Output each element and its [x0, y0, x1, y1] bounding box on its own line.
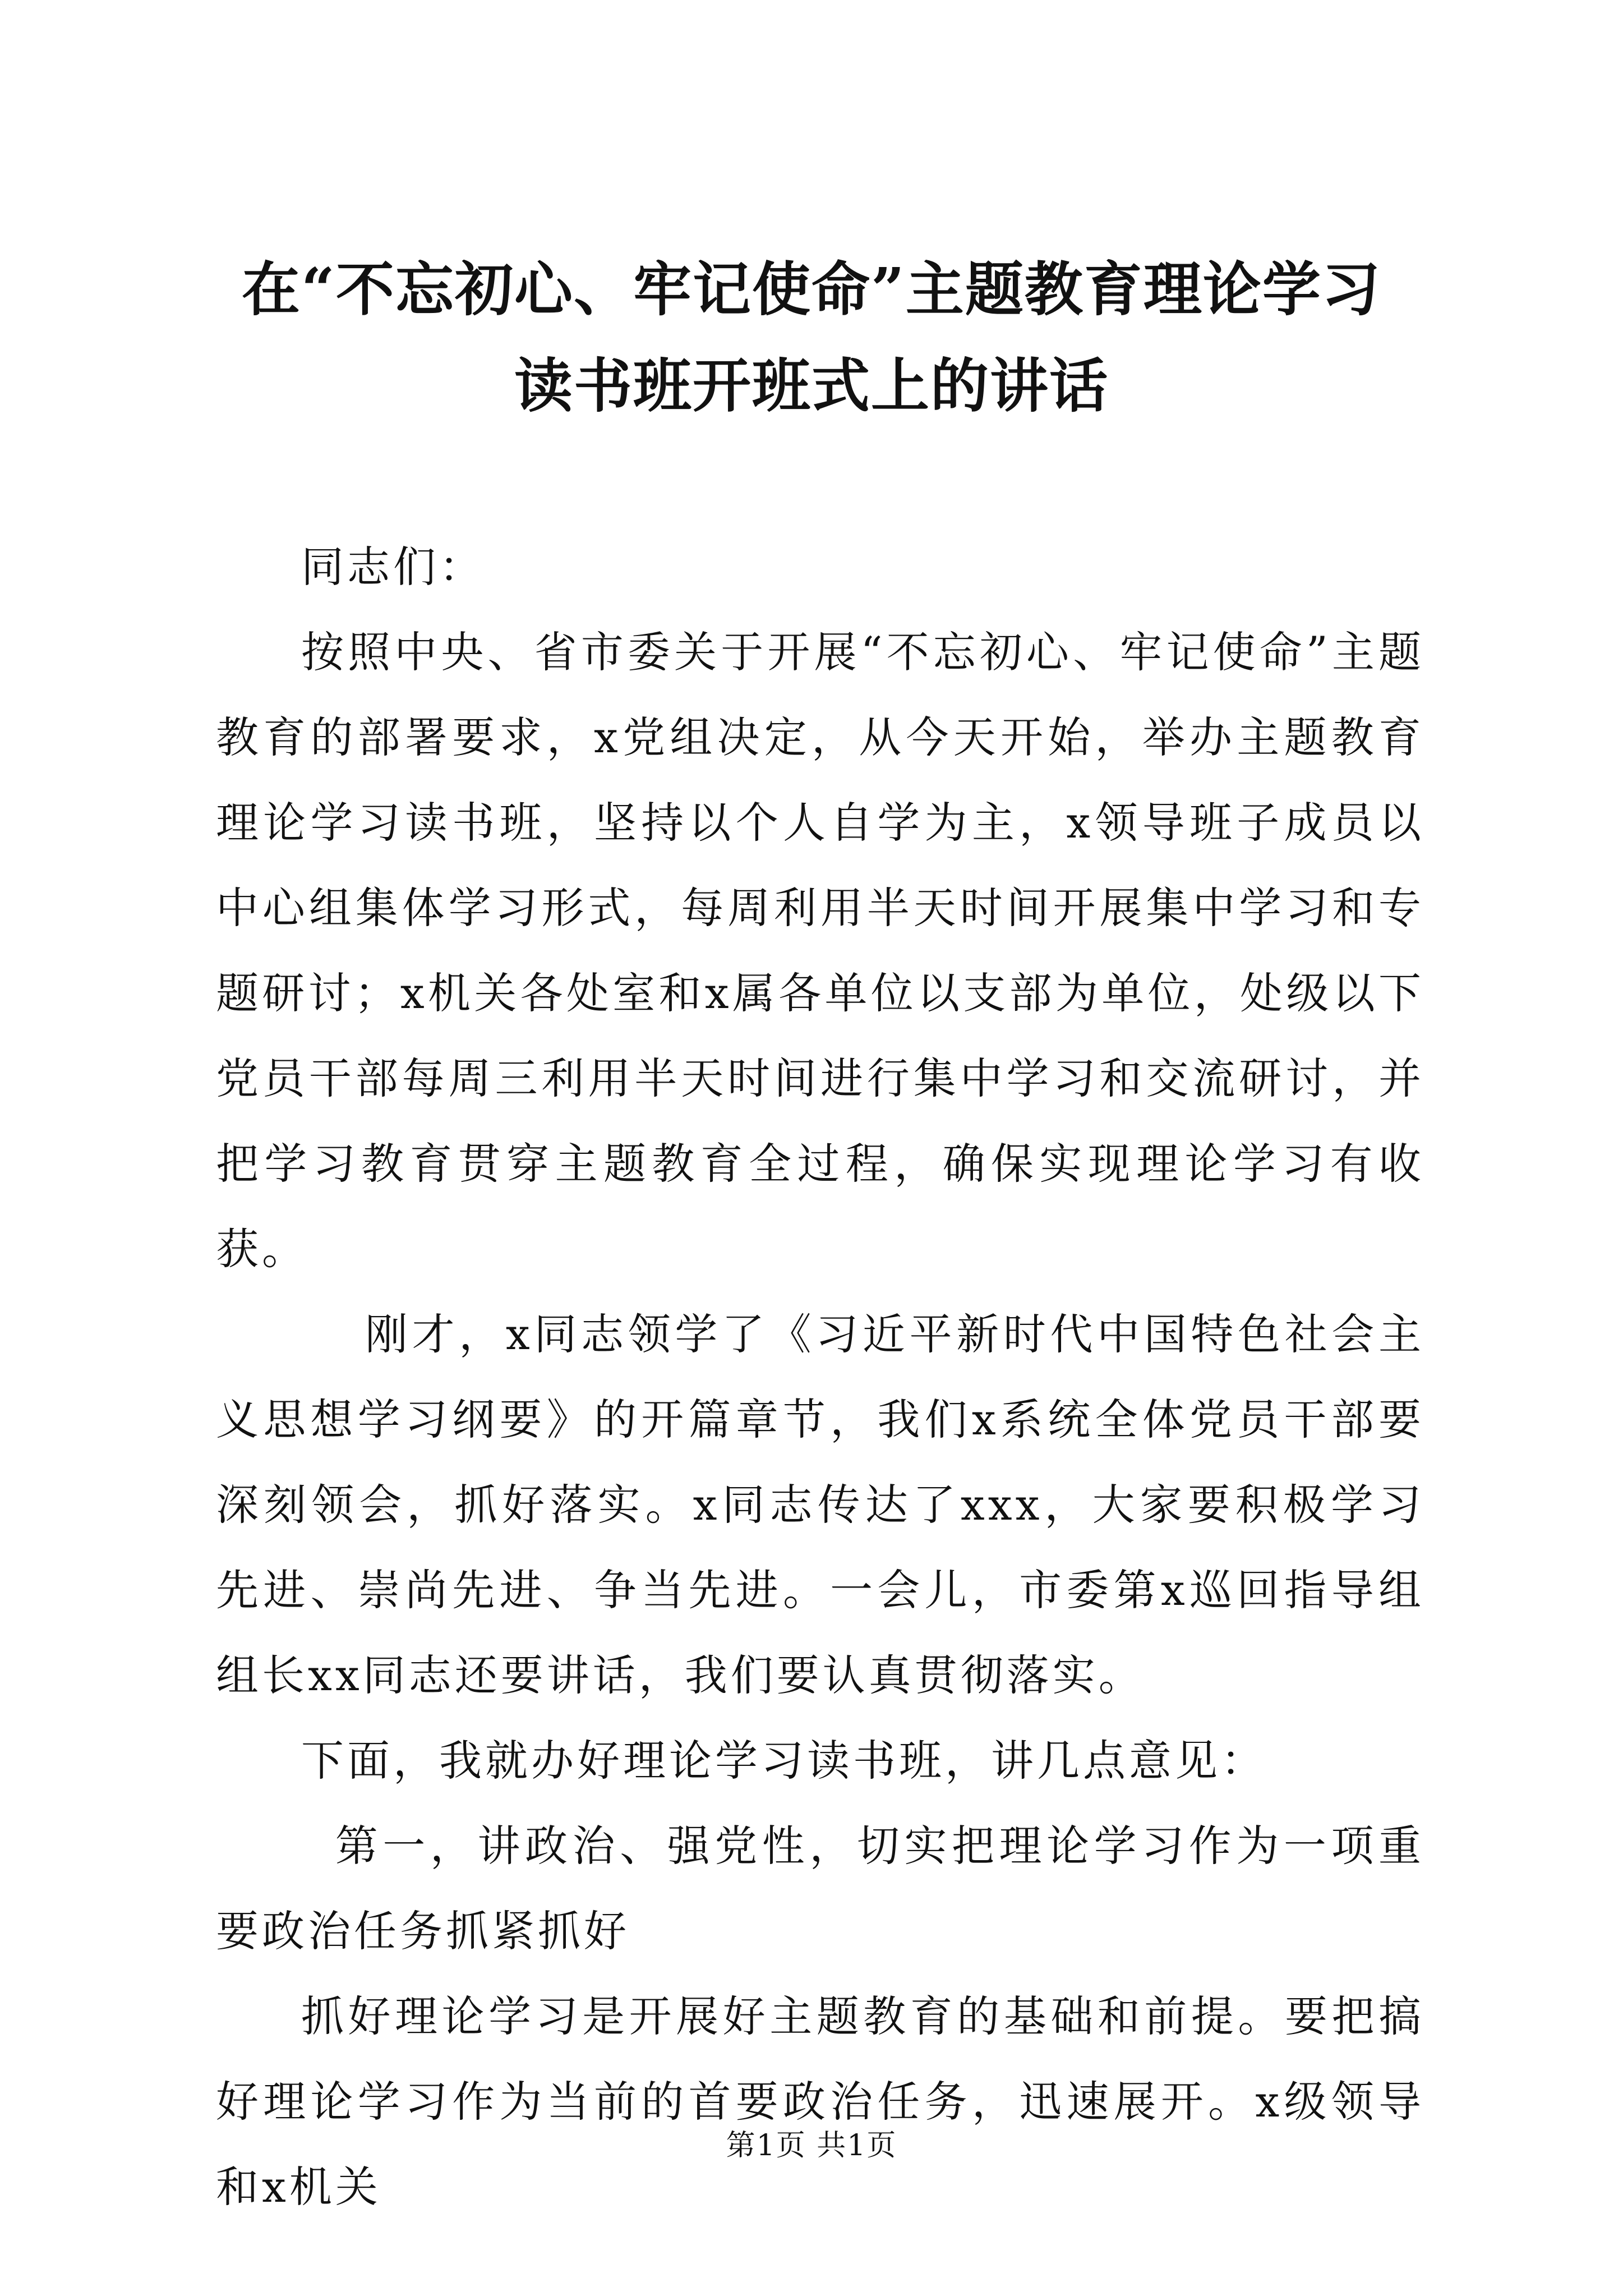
paragraph-1: 按照中央、省市委关于开展“不忘初心、牢记使命”主题教育的部署要求，x党组决定，从今天开始，举办主题教育理论学习读书班，坚持以个人自学为主，x领导班子成员以中心组集体学习形式，每周利用半天时间开展集中学习和专题研讨；x机关各处室和x属各单位以支部为单位，处级以下党员干部每周三利用半天时间进行集中学习和交流研讨，并把学习教育贯穿主题教育全过程，确保实现理论学习有收获。 [216, 627, 1424, 1274]
document-body [216, 524, 1424, 2230]
title-line-1: 在“不忘初心、牢记使命”主题教育理论学习 [242, 255, 1381, 324]
greeting-paragraph: 同志们： [301, 542, 485, 592]
page-footer: 第1页 共1页 [726, 2129, 897, 2162]
paragraph-5: 抓好理论学习是开展好主题教育的基础和前提。要把搞好理论学习作为当前的首要政治任务，迅速展开。x级领导和x机关 [216, 1991, 1424, 2212]
document-title [185, 241, 1438, 434]
section-heading-1: 第一，讲政治、强党性，切实把理论学习作为一项重要政治任务抓紧抓好 [216, 1821, 1424, 1956]
title-line-2: 读书班开班式上的讲话 [514, 351, 1109, 420]
paragraph-2: 刚才，x同志领学了《习近平新时代中国特色社会主义思想学习纲要》的开篇章节，我们x系统全体党员干部要深刻领会，抓好落实。x同志传达了xxx，大家要积极学习先进、崇尚先进、争当先进。一会儿，市委第x巡回指导组组长xx同志还要讲话，我们要认真贯彻落实。 [216, 1309, 1424, 1700]
paragraph-3: 下面，我就办好理论学习读书班，讲几点意见： [301, 1736, 1267, 1786]
